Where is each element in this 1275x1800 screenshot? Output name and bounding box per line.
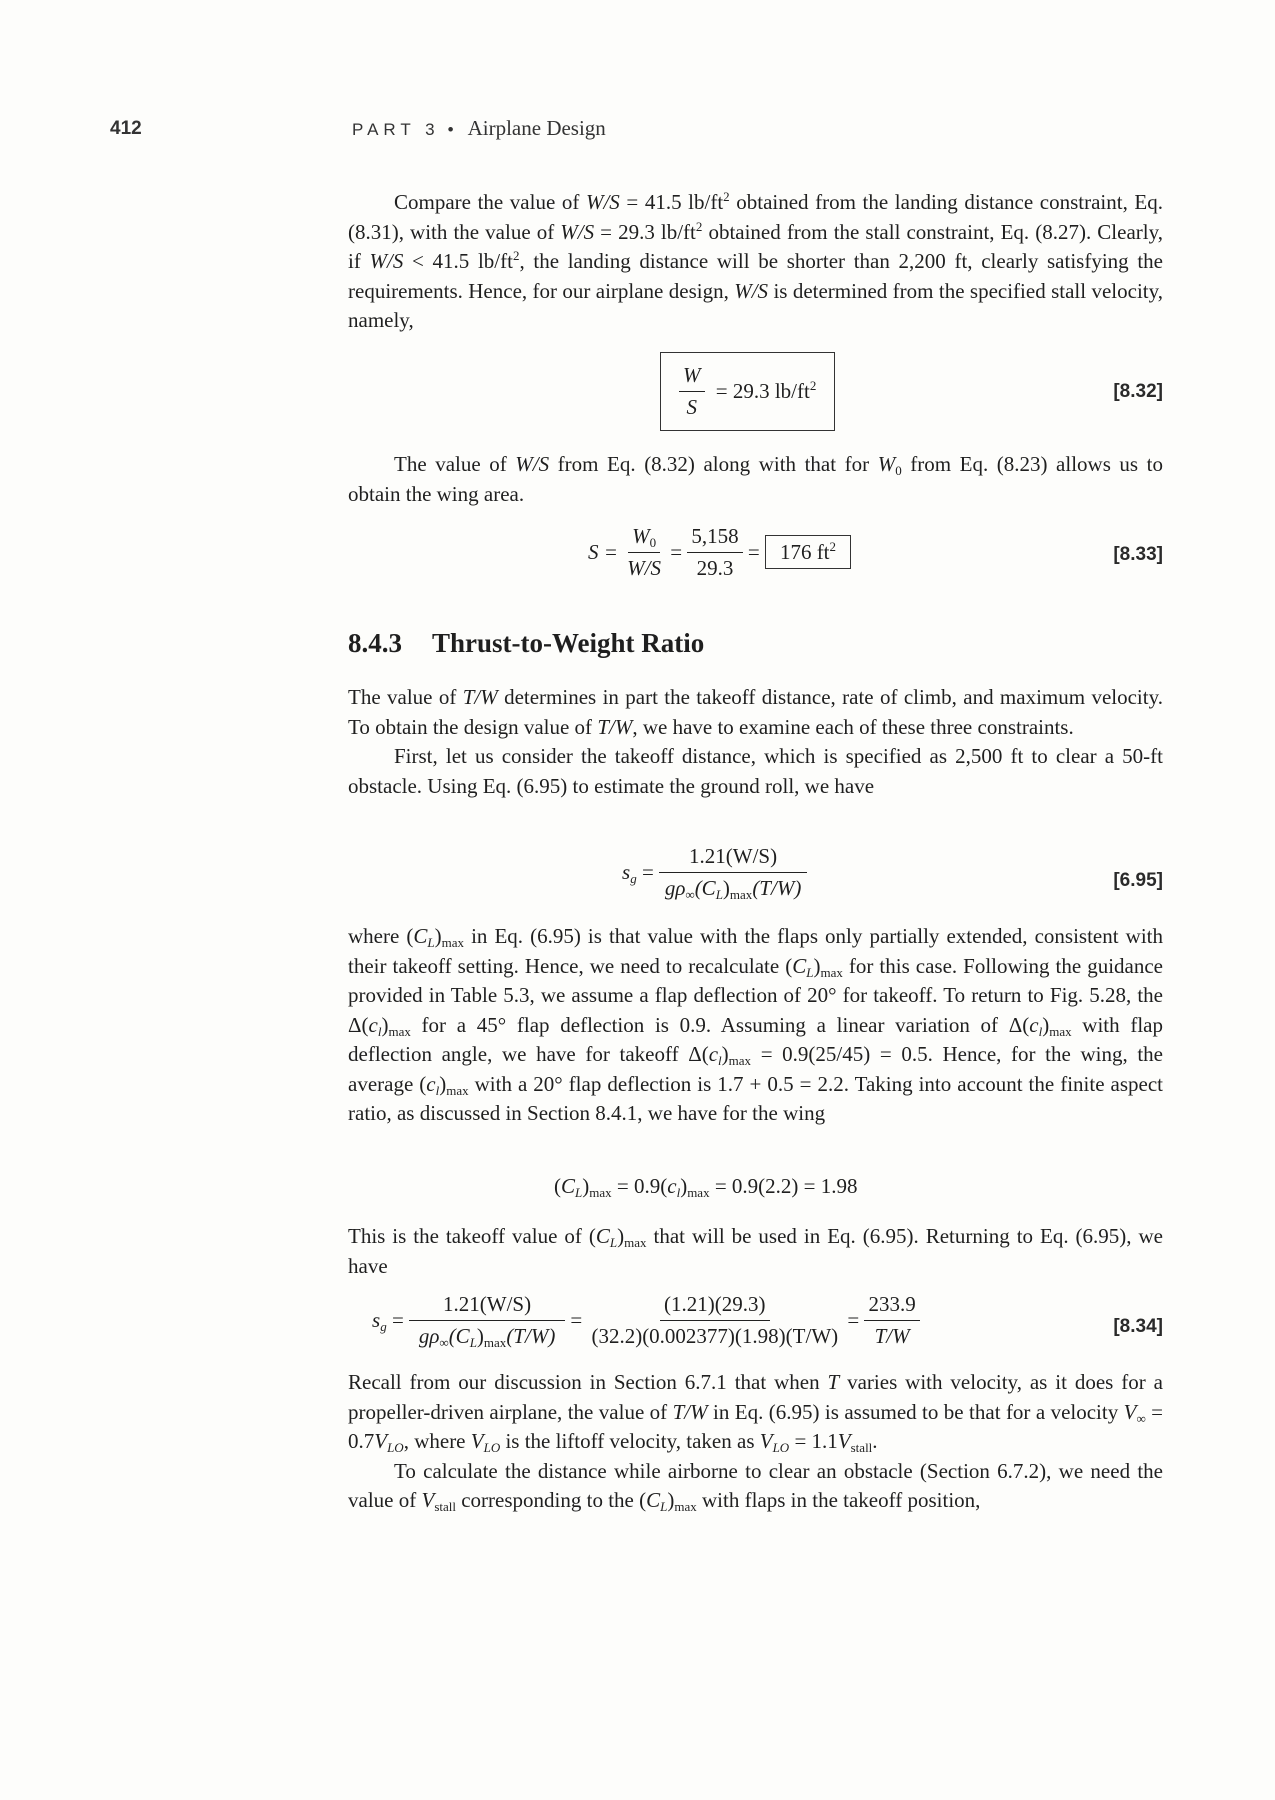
paragraph-wing-area: The value of W/S from Eq. (8.32) along with that for $W_0$ from Eq. (8.23) allows us to obtain the wing area. (348, 452, 1163, 506)
equation-8-34: $s_g$ = $\frac{1.21(W/S)}{g\rho_\infty(C_L)_{max}(T/W)}$ = $\frac{(1.21)(29.3)}{(32.2)(0.002377)(1.98)(T/W)}$ = $\frac{233.9}{T/W}$ [8.34] (372, 1292, 1163, 1350)
equation-label: [8.33] (1113, 544, 1163, 565)
paragraph-clmax-flaps: where $(C_L)_{max}$ in Eq. (6.95) is that value with the flaps only partially extended, consistent with their takeoff setting. Hence, we need to recalculate $(C_L)_{max}$ for this case. Following the guidance provided in Table 5.3, we assume a flap deflection of 20° for takeoff. To return to Fig. 5.28, the $\Delta(c_l)_{max}$ for a 45° flap deflection is 0.9. Assuming a linear variation of $\Delta(c_l)_{max}$ with flap deflection angle, we have for takeoff $\Delta(c_l)_{max} = 0.9(25/45) = 0.5$. Hence, for the wing, the average $(c_l)_{max}$ with a 20° flap deflection is 1.7 + 0.5 = 2.2. Taking into account the finite aspect ratio, as discussed in Section 8.4.1, we have for the wing (348, 924, 1164, 1125)
paragraph-takeoff-distance: First, let us consider the takeoff distance, which is specified as 2,500 ft to clear a 50-ft obstacle. Using Eq. (6.95) to estimate the ground roll, we have (348, 744, 1163, 798)
paragraph-ws-comparison: Compare the value of W/S = 41.5 $lb/ft^2$ obtained from the landing distance constraint, Eq. (8.31), with the value of W/S = 29.3 $lb/ft^2$ obtained from the stall constraint, Eq. (8.27). Clearly, if W/S < 41.5 $lb/ft^2$, the landing distance will be shorter than 2,200 ft, clearly satisfying the requirements. Hence, for our airplane design, W/S is determined from the specified stall velocity, namely, (348, 189, 1164, 332)
section-heading: 8.4.3 Thrust-to-Weight Ratio (348, 628, 705, 658)
boxed-result: 176 $ft^2$ (765, 535, 851, 569)
equation-8-33: S = $\frac{W_0}{W/S}$ = $\frac{5,158}{29.3}$ = 176 $ft^2$ [8.33] (588, 524, 1163, 580)
equation-6-95: $s_g$ = $\frac{1.21(W/S)}{g\rho_\infty(C_L)_{max}(T/W)}$ [6.95] (622, 844, 1163, 902)
page-number: 412 (110, 118, 142, 139)
part-title: Airplane Design (467, 116, 606, 140)
paragraph-takeoff-clmax: This is the takeoff value of $(C_L)_{max}$ that will be used in Eq. (6.95). Returning to Eq. (6.95), we have (348, 1224, 1164, 1278)
paragraph-tw-intro: The value of T/W determines in part the takeoff distance, rate of climb, and maximum velocity. To obtain the design value of T/W, we have to examine each of these three constraints. First, let us consider the takeoff distance, which is specified as 2,500 ft to clear a 50-ft obstacle. Using Eq. (6.95) to estimate the ground roll, we have (348, 683, 1163, 801)
equation-8-32: $\frac{W}{S}$ = 29.3 $lb/ft^2$ [8.32] (348, 352, 1163, 436)
paragraph-propeller-tw: Recall from our discussion in Section 6.7.1 that when T varies with velocity, as it does for a propeller-driven airplane, the value of T/W in Eq. (6.95) is assumed to be that for a velocity $V_\infty = 0.7V_{LO}$, where $V_{LO}$ is the liftoff velocity, taken as $V_{LO} = 1.1V_{stall}$. To calculate the distance while airborne to clear an obstacle (Section 6.7.2), we need the value of $V_{stall}$ corresponding to the $(C_L)_{max}$ with flaps in the takeoff position, (348, 1370, 1164, 1514)
part-label: PART 3 (352, 120, 440, 139)
running-head (352, 116, 606, 141)
bullet-icon: • (447, 120, 454, 139)
equation-label: [6.95] (1113, 870, 1163, 891)
fraction-w-over-s: $\frac{W}{S}$ (679, 363, 705, 420)
equation-clmax: $(C_L)_{max} = 0.9(c_l)_{max} = 0.9(2.2) = 1.98$ (554, 1174, 858, 1200)
paragraph-airborne-distance: To calculate the distance while airborne to clear an obstacle (Section 6.7.2), we need the value of $V_{stall}$ corresponding to the $(C_L)_{max}$ with flaps in the takeoff position, (348, 1458, 1163, 1514)
equation-label: [8.34] (1113, 1316, 1163, 1337)
equation-label: [8.32] (1113, 381, 1163, 402)
